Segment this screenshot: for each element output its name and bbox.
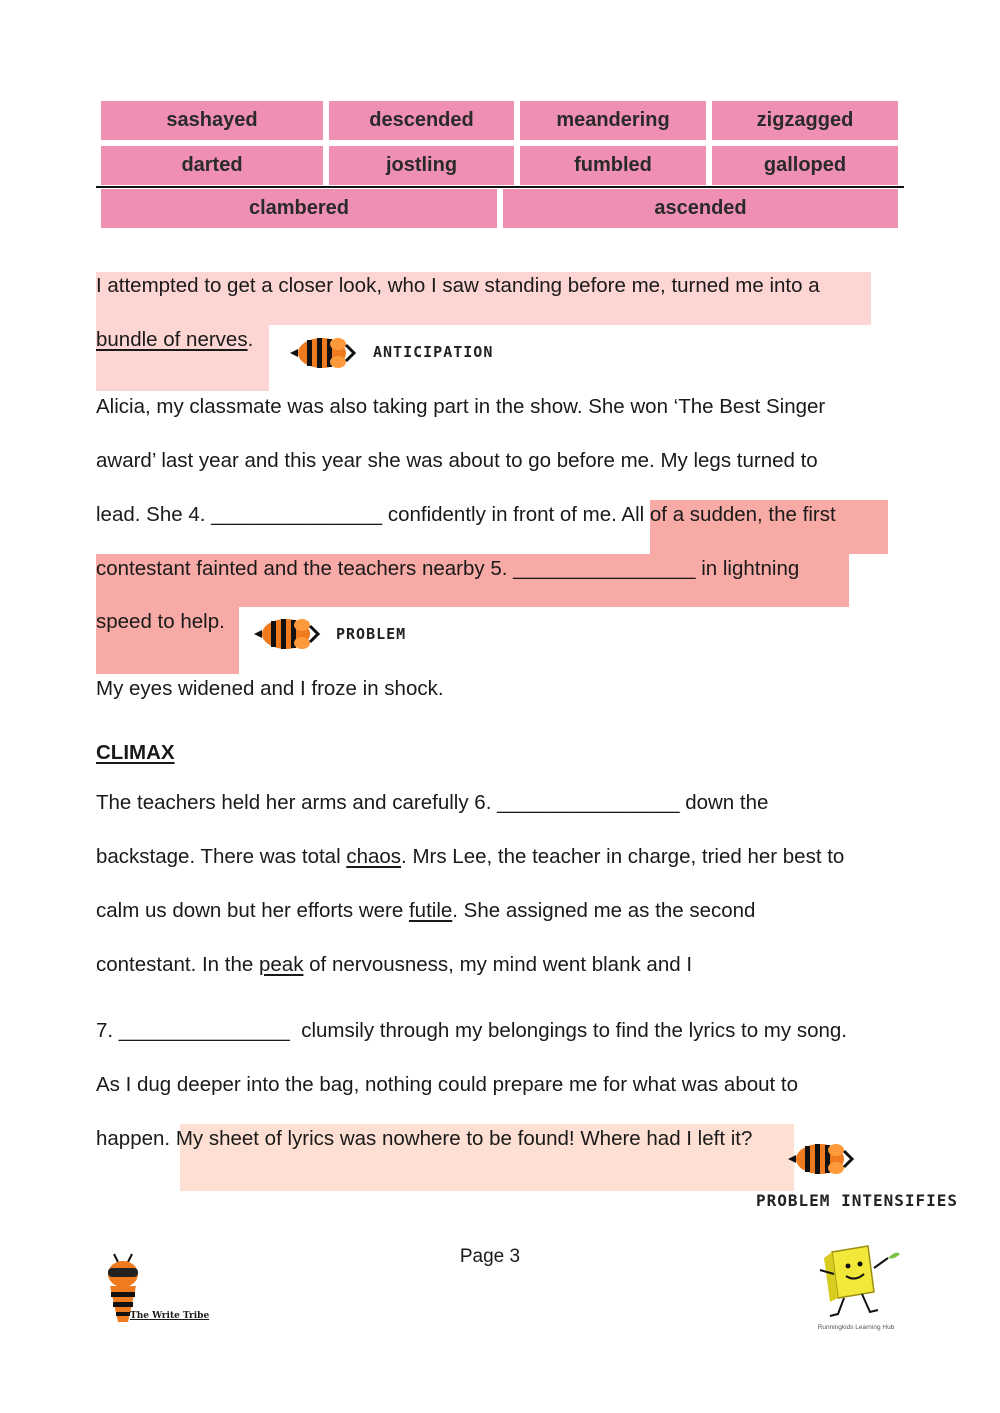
word-label: darted	[181, 154, 243, 176]
text-line	[96, 501, 836, 529]
text-line	[96, 897, 755, 925]
text-span: of nervousness, my mind went blank and I	[303, 953, 693, 976]
text-line: As I dug deeper into the bag, nothing could prepare me for what was about to	[96, 1073, 799, 1096]
word-label: jostling	[385, 154, 458, 176]
word-label: clambered	[248, 197, 350, 219]
text-line	[96, 843, 844, 871]
text-line	[96, 326, 253, 354]
word-label: galloped	[763, 154, 847, 176]
text-span: My sheet of lyrics was nowhere to be found! Where had I left it?	[175, 1127, 753, 1150]
word-cell	[329, 146, 514, 185]
word-cell	[101, 101, 323, 140]
text-line	[96, 1125, 752, 1153]
word-cell	[520, 101, 706, 140]
punctuation: .	[247, 328, 254, 351]
text-line: 7. _______________ clumsily through my belongings to find the lyrics to my song.	[96, 1019, 847, 1042]
word-label: meandering	[556, 109, 670, 131]
word-cell	[712, 146, 898, 185]
text-span: . Mrs Lee, the teacher in charge, tried her best to	[401, 845, 845, 868]
vocab-phrase: bundle of nerves	[96, 328, 248, 351]
text-span: . She assigned me as the second	[452, 899, 756, 922]
text-line: speed to help.	[96, 610, 225, 633]
text-span: lead. She 4. _______________ confidently in front of me.	[96, 503, 617, 526]
word-cell	[503, 189, 898, 228]
text-line: contestant fainted and the teachers nearby 5. ________________ in lightning	[96, 557, 800, 580]
text-line: The teachers held her arms and carefully 6. ________________ down the	[96, 791, 769, 814]
problem-intensifies-label: PROBLEM INTENSIFIES	[756, 1191, 959, 1210]
bee-icon	[252, 611, 322, 657]
text-span: backstage. There was total	[96, 845, 347, 868]
text-span: happen.	[96, 1127, 176, 1150]
write-tribe-text: The Write Tribe	[130, 1311, 210, 1321]
word-label: zigzagged	[756, 109, 854, 131]
bee-icon	[786, 1136, 856, 1182]
vocab-word: futile	[408, 899, 453, 922]
text-span: All of a sudden, the first	[616, 503, 836, 526]
problem-label: PROBLEM	[336, 625, 407, 643]
word-label: sashayed	[166, 109, 258, 131]
section-heading: CLIMAX	[96, 741, 175, 764]
anticipation-label: ANTICIPATION	[373, 343, 494, 361]
runningkids-logo	[810, 1244, 902, 1320]
text-span: contestant. In the	[96, 953, 259, 976]
vocab-word: peak	[258, 953, 304, 976]
page-number: Page 3	[459, 1246, 521, 1267]
text-line: Alicia, my classmate was also taking part in the show. She won ‘The Best Singer	[96, 395, 826, 418]
bee-icon	[288, 330, 358, 376]
vocab-word: chaos	[346, 845, 402, 868]
text-line	[96, 951, 692, 979]
word-cell	[329, 101, 514, 140]
text-line: I attempted to get a closer look, who I saw standing before me, turned me into a	[96, 274, 820, 297]
word-label: fumbled	[574, 154, 652, 176]
word-cell	[101, 189, 497, 228]
word-label: ascended	[654, 197, 747, 219]
word-cell	[520, 146, 706, 185]
text-line: award’ last year and this year she was about to go before me. My legs turned to	[96, 449, 818, 472]
word-cell	[712, 101, 898, 140]
word-cell	[101, 146, 323, 185]
text-line: My eyes widened and I froze in shock.	[96, 677, 444, 700]
table-divider	[96, 186, 904, 188]
runningkids-text: Runningkids Learning Hub	[817, 1324, 895, 1331]
word-label: descended	[369, 109, 474, 131]
text-span: calm us down but her efforts were	[96, 899, 409, 922]
